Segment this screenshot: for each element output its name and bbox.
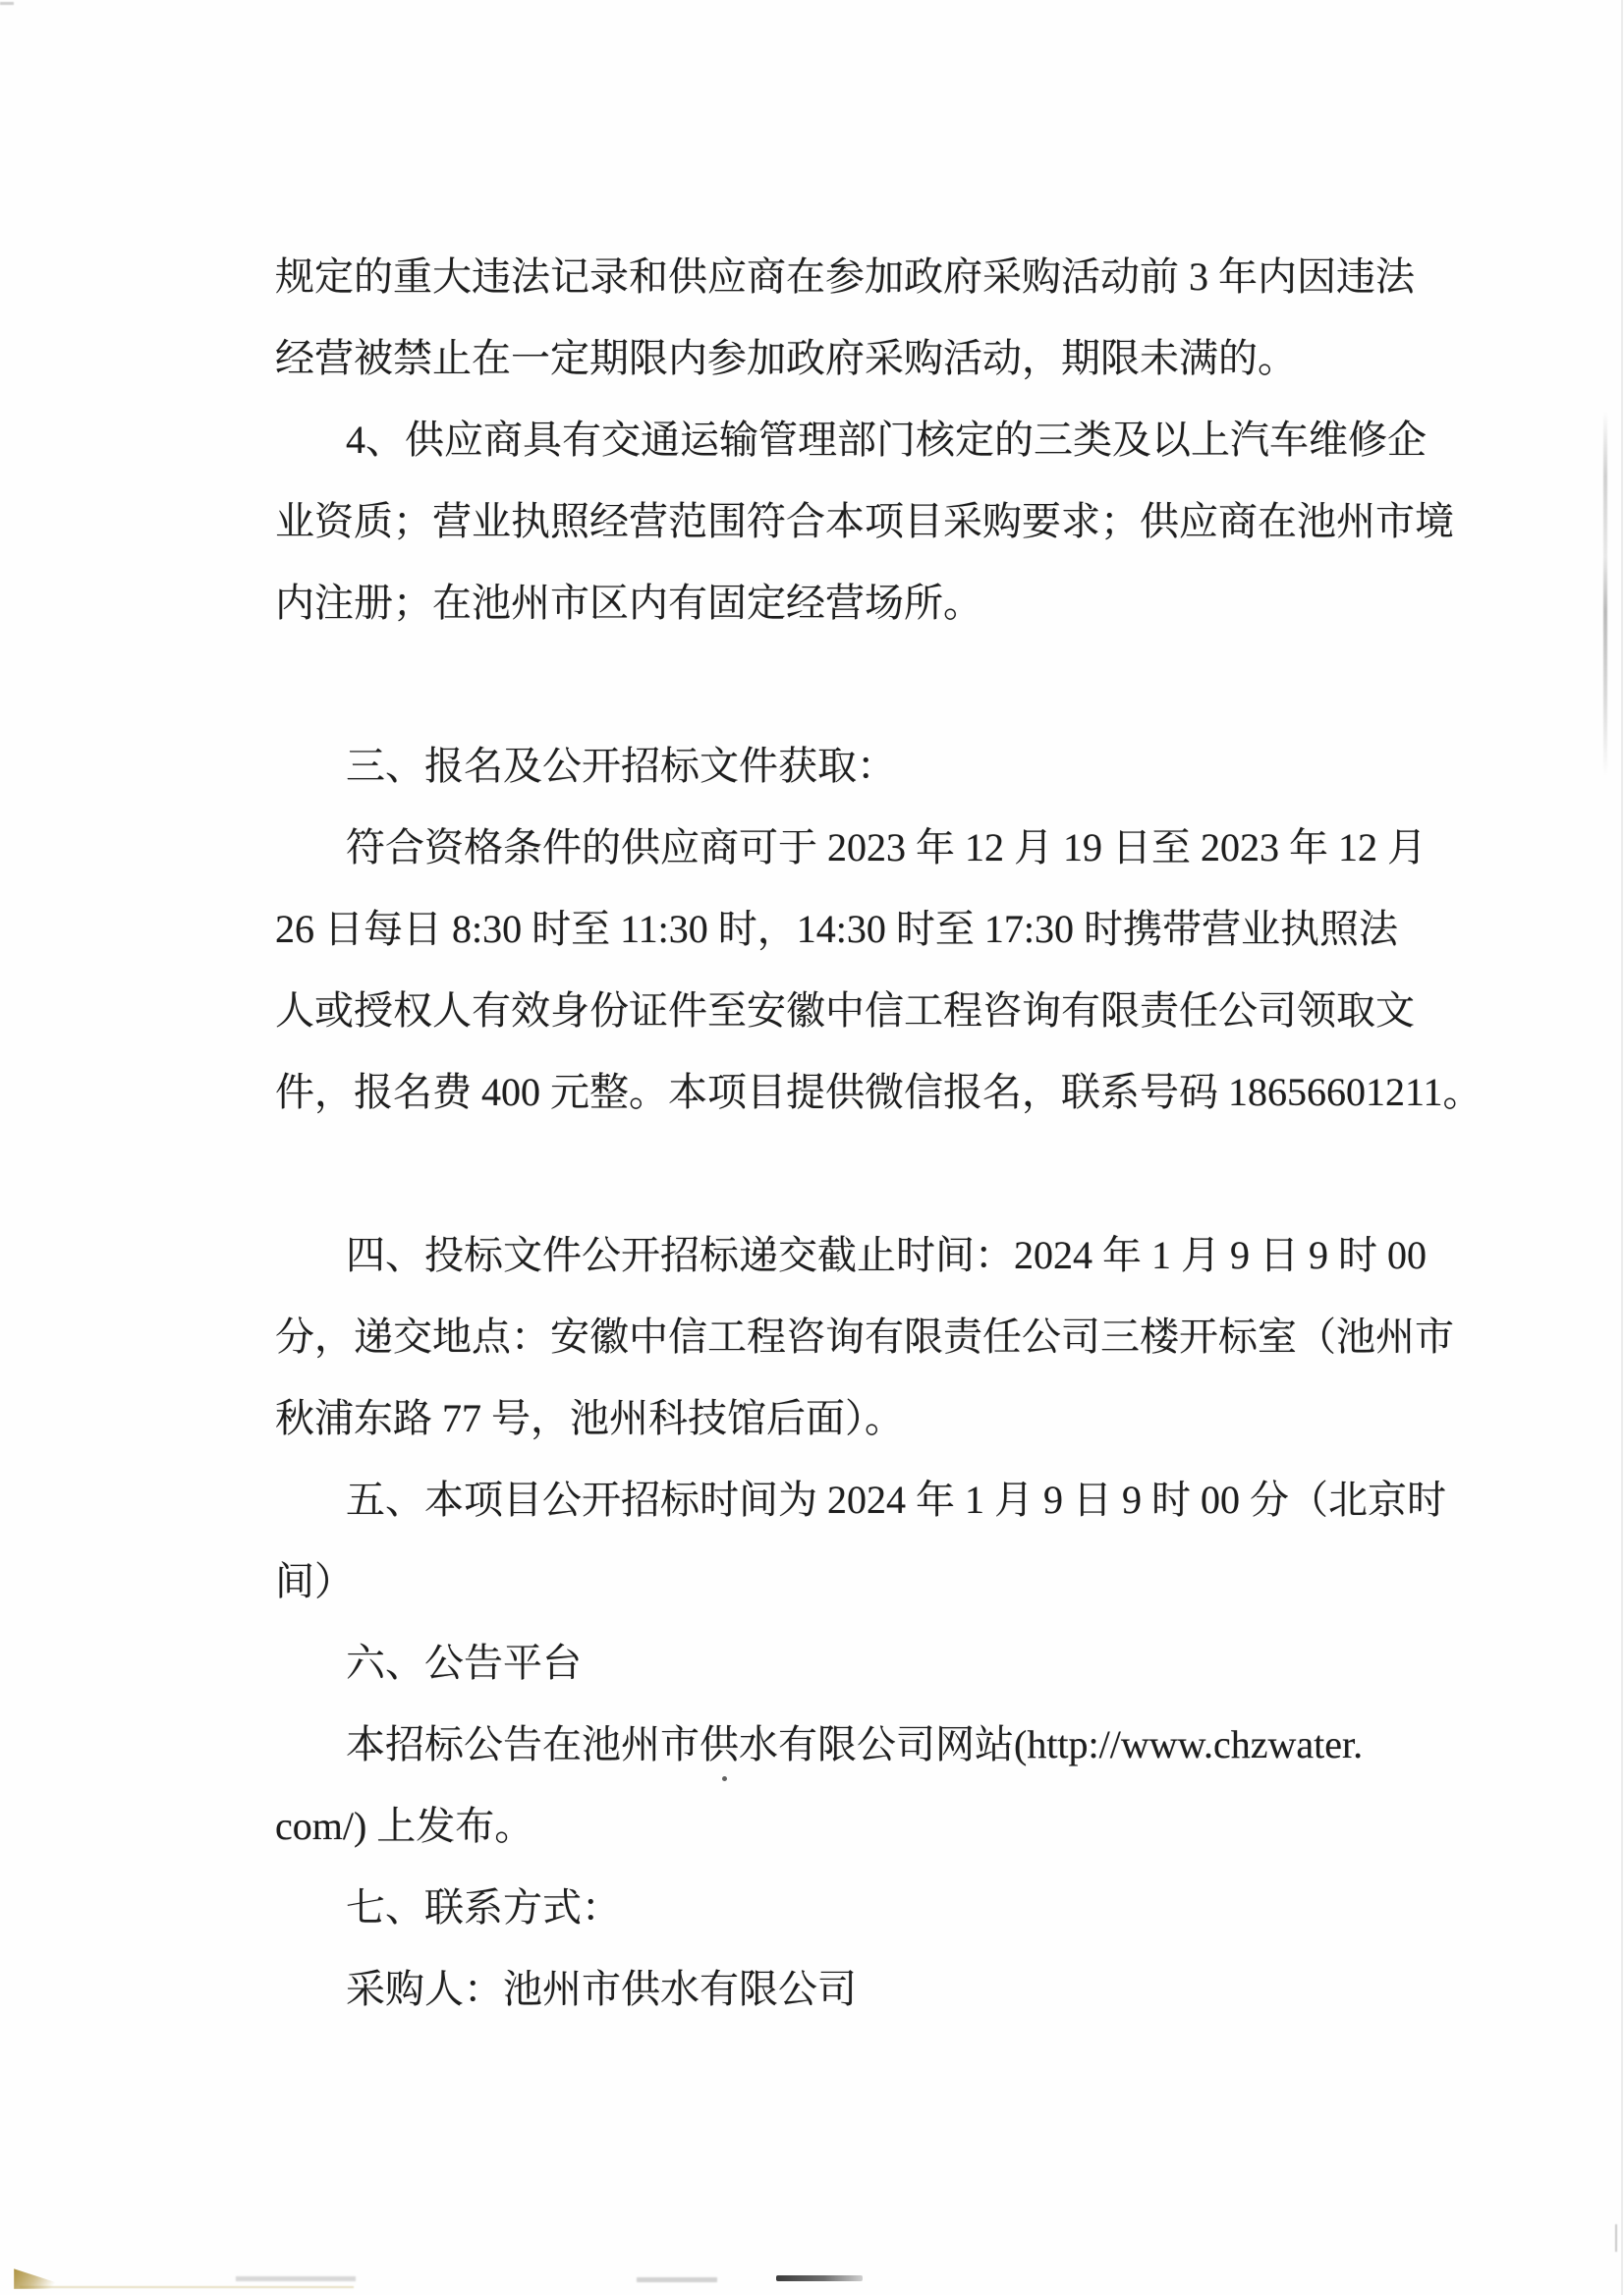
- document-text-line: 4、供应商具有交通运输管理部门核定的三类及以上汽车维修企: [346, 418, 1427, 462]
- document-text-line: 经营被禁止在一定期限内参加政府采购活动，期限未满的。: [275, 336, 1297, 380]
- scan-smudge-artifact: [637, 2277, 717, 2282]
- document-text-line: 间）: [275, 1559, 354, 1603]
- document-text-line: 本招标公告在池州市供水有限公司网站(http://www.chzwater.: [346, 1722, 1364, 1766]
- document-text-line: 规定的重大违法记录和供应商在参加政府采购活动前 3 年内因违法: [275, 254, 1415, 299]
- scan-speck-artifact: [0, 2, 14, 5]
- section-heading-line: 四、投标文件公开招标递交截止时间：2024 年 1 月 9 日 9 时 00: [346, 1233, 1427, 1277]
- section-heading-line: 三、报名及公开招标文件获取：: [346, 744, 896, 788]
- scan-edge-line-artifact: [1621, 0, 1623, 2295]
- scan-streak-artifact: [1603, 411, 1607, 776]
- section-heading-line: 五、本项目公开招标时间为 2024 年 1 月 9 日 9 时 00 分（北京时: [346, 1478, 1446, 1522]
- document-text-line: 业资质；营业执照经营范围符合本项目采购要求；供应商在池州市境: [275, 499, 1454, 543]
- document-text-line: 符合资格条件的供应商可于 2023 年 12 月 19 日至 2023 年 12 月: [346, 825, 1427, 869]
- section-heading-line: 七、联系方式：: [346, 1885, 621, 1930]
- document-text-line: 件，报名费 400 元整。本项目提供微信报名，联系号码 18656601211。: [275, 1070, 1483, 1114]
- section-heading-line: 六、公告平台: [346, 1641, 582, 1685]
- scan-bottom-line-artifact: [20, 2286, 354, 2288]
- document-text-line: 26 日每日 8:30 时至 11:30 时，14:30 时至 17:30 时携带营业执照法: [275, 907, 1398, 951]
- scan-speck-artifact: [1615, 2224, 1617, 2252]
- document-text-line: 内注册；在池州市区内有固定经营场所。: [275, 581, 982, 625]
- scan-smudge-artifact: [776, 2275, 863, 2281]
- document-text-line: com/) 上发布。: [275, 1804, 534, 1848]
- document-body: [275, 236, 1493, 2030]
- document-text-line: 秋浦东路 77 号，池州科技馆后面）。: [275, 1396, 904, 1440]
- document-text-line: 人或授权人有效身份证件至安徽中信工程咨询有限责任公司领取文: [275, 988, 1415, 1033]
- document-text-line: 分，递交地点：安徽中信工程咨询有限责任公司三楼开标室（池州市: [275, 1315, 1454, 1359]
- scan-corner-mark-artifact: [14, 2264, 65, 2289]
- scan-smudge-artifact: [236, 2276, 356, 2281]
- document-text-line: 采购人：池州市供水有限公司: [346, 1967, 857, 2011]
